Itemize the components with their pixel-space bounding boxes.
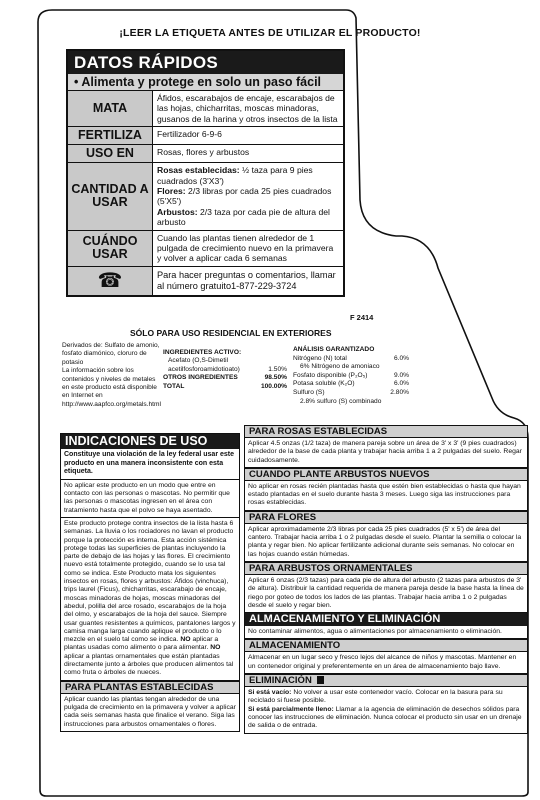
derived-text: Derivados de: Sulfato de amonio, fosfato diamónico, cloruro de potasio [62, 342, 160, 366]
amount-roses [157, 165, 339, 186]
total-pct: 100.00% [260, 382, 287, 390]
fact-value: Cuando las plantas tienen alrededor de 1 pulgada de crecimiento nuevo en la primavera y volver a aplicar cada 6 semanas [157, 232, 334, 264]
nitrogen-pct: 6.0% [393, 354, 409, 362]
flowers-title: PARA FLORES [245, 511, 527, 524]
fact-row-use-on [68, 145, 343, 163]
sulfur-combined: 2.8% sulfuro (S) combinado [300, 397, 382, 405]
sulfur-pct: 2.80% [390, 388, 409, 396]
disposal-partial-label: Si está parcialmente lleno: [248, 705, 334, 713]
directions-title: INDICACIONES DE USO [61, 434, 239, 449]
sulfur-label: Sulfuro (S) [293, 388, 325, 396]
storage-text: Almacenar en un lugar seco y fresco lejos del alcance de niños y mascotas. Mantener en un contenedor original y preferentemente en un área de almacenamiento bajo llave. [248, 654, 517, 670]
trash-icon [317, 676, 324, 684]
fact-key: CUÁNDO USAR [68, 231, 153, 266]
disposal-section [244, 674, 528, 733]
fact-row-phone [68, 267, 343, 295]
disposal-partial-text: Llamar a la agencia de eliminación de desechos sólidos para conocer las instrucciones de eliminación. Nunca colocar el producto sin usar en un drenaje de salida o de entrada. [248, 705, 522, 730]
disposal-empty-text: No volver a usar este contenedor vacío. Colocar en la basura para su reciclado si fuese posible. [248, 689, 503, 705]
fact-value: Fertilizador 6-9-6 [157, 129, 222, 140]
amount-flowers [157, 186, 339, 207]
contact-warning: No aplicar este producto en un modo que entre en contacto con las personas o mascotas. No permitir que las personas o mascotas ingresen en el área con tratamiento hasta que el polvo se haya asentado. [61, 480, 239, 518]
product-code: F 2414 [350, 313, 374, 322]
flowers-text: Aplicar aproximadamente 2/3 libras por cada 25 pies cuadrados (5' x 5') de área del cantero. Trabajar hacia arriba 1 o 2 pulgadas desde el suelo. Plantar la semilla o colocar la planta y regar bien. No aplicar fertilizante adicional durante seis semanas. No colocar en las hojas cuando están húmedas. [248, 525, 522, 558]
potash-label: Potasa soluble (K₂O) [293, 380, 355, 388]
fact-key: FERTILIZA [68, 127, 153, 144]
telephone-icon: ☎ [68, 267, 153, 295]
other-ingredients-label: OTROS INGREDIENTES [163, 374, 238, 382]
amount-flowers-text: 2/3 libras por cada 25 pies cuadrados (5'X5') [157, 186, 332, 207]
amount-roses-label: Rosas establecidas: [157, 165, 240, 176]
disposal-title: ELIMINACIÓN [249, 675, 312, 687]
derived-from [62, 342, 160, 409]
fact-key: CANTIDAD A USAR [68, 163, 153, 229]
no-emphasis: NO [210, 644, 221, 652]
residential-use-heading: SÓLO PARA USO RESIDENCIAL EN EXTERIORES [130, 328, 332, 338]
fact-value [153, 163, 343, 229]
fact-row-fertilizes [68, 127, 343, 145]
protection-text: Este producto protege contra insectos de la lista hasta 6 semanas. La lluvia o los rociadores no lavan el producto porque la protección es interna. Esta acción sistémica protege todas las superficies de plantas incluyendo la parte de debajo de las hojas y las flores. El crecimiento nuevo está totalmente protegido, cuando se lo usa tal como se indica. Este Producto mata los siguientes insectos en rosas, flores y arbustos: Áfidos (vinchuca), trips laurel (Ficus), chicharritas, escarabajo de encaje, moscas minadoras de hojas, moscas minadoras del abedul, polilla del arce rosado, escarabajos de la hoja del olmo, y escarabajos de la hoja del sauce. Siempre usar guantes resistentes a químicos, pantalones largos y camisa manga larga cuando aplique el producto o lo mezcle en el suelo tal como se indica. [64, 519, 236, 644]
amount-shrubs-text: 2/3 taza por cada pie de altura del arbusto [157, 206, 330, 228]
no-emphasis: NO [180, 636, 191, 644]
storage-section [244, 639, 528, 674]
fact-key: MATA [68, 91, 153, 126]
application-instructions [244, 425, 528, 734]
fruit-trees-warning: aplicar a plantas ornamentales que están plantadas directamente junto a árboles que producen alimentos tal como fruta o árboles de nueces. [64, 652, 234, 677]
roses-title: PARA ROSAS ESTABLECIDAS [245, 426, 527, 438]
food-plants-warning: aplicar a plantas usadas como alimento o para alimentar. [64, 636, 219, 652]
amount-roses-text: ½ taza para 9 pies cuadrados (3'X3') [157, 165, 313, 186]
disposal-header [245, 674, 527, 687]
phosphate-pct: 9.0% [393, 371, 409, 379]
established-plants-text: Aplicar cuando las plantas tengan alrededor de una pulgada de crecimiento en la primavera y volver a aplicar cada seis semanas hasta que finalice el verano. Siga las instrucciones para arbustos ornamentales o flores. [64, 695, 236, 728]
potash-pct: 6.0% [393, 380, 409, 388]
fact-value: Rosas, flores y arbustos [157, 147, 250, 158]
protection-info [61, 518, 239, 681]
ingredient-name: Acefato (O,S-Dimetil [168, 357, 229, 365]
ingredient-chemical: acetilfosforoamidotioato) [168, 365, 240, 373]
ingredients-title: INGREDIENTES ACTIVO: [163, 349, 242, 356]
nitrogen-label: Nitrógeno (N) total [293, 354, 347, 362]
quick-facts-box [66, 49, 345, 297]
total-label: TOTAL [163, 382, 185, 390]
storage-disposal-section [244, 613, 528, 639]
fact-value: Áfidos, escarabajos de encaje, escarabajos de las hojas, chicharritas, moscas minadoras, gusanos de la harina y otros insectos de la lista [157, 93, 338, 124]
metals-info: La información sobre los contenidos y niveles de metales en este producto está disponible en Internet en http://www.aapfco.org/metals.html [62, 367, 161, 408]
fact-key: USO EN [68, 145, 153, 162]
flowers-section [244, 511, 528, 562]
roses-section [244, 425, 528, 468]
disposal-empty [248, 689, 524, 706]
ornamental-shrubs-text: Aplicar 6 onzas (2/3 tazas) para cada pie de altura del arbusto (2 tazas para arbustos de 3' de altura). Distribuir la cantidad requerida de manera pareja desde la base hasta la línea de riego por goteo de todos los lados de las plantas. Trabajar hacia arriba 1 o 2 pulgadas desde el suelo y regar bien. [248, 576, 524, 609]
fact-row-kills [68, 91, 343, 127]
ornamental-shrubs-title: PARA ARBUSTOS ORNAMENTALES [245, 562, 527, 575]
established-plants-title: PARA PLANTAS ESTABLECIDAS [61, 681, 239, 694]
analysis-title: ANÁLISIS GARANTIZADO [293, 346, 375, 353]
top-warning: ¡LEER LA ETIQUETA ANTES DE UTILIZAR EL PRODUCTO! [119, 27, 421, 39]
ingredient-pct: 1.50% [268, 365, 287, 373]
roses-text: Aplicar 4.5 onzas (1/2 taza) de manera pareja sobre un área de 3' x 3' (9 pies cuadrados) alrededor de la base de cada planta y trabajar hacia arriba 1 a 2 pulgadas del suelo. Regar cuidadosamente. [248, 440, 522, 464]
fact-row-when [68, 231, 343, 267]
fact-row-amount [68, 163, 343, 230]
ornamental-shrubs-section [244, 562, 528, 613]
fact-value: Para hacer preguntas o comentarios, llamar al número gratuito1-877-229-3724 [157, 269, 336, 291]
disposal-empty-label: Si está vacío: [248, 689, 292, 697]
amount-shrubs-label: Arbustos: [157, 206, 198, 217]
storage-disposal-text: No contaminar alimentos, agua o alimentaciones por almacenamiento o eliminación. [248, 628, 502, 636]
federal-law-warning: Constituye una violación de la ley federal usar este producto en una manera inconsistente con esta etiqueta. [61, 449, 239, 480]
quick-facts-subtitle: • Alimenta y protege en solo un paso fácil [68, 74, 343, 91]
storage-title: ALMACENAMIENTO [245, 639, 527, 652]
active-ingredients [163, 349, 287, 391]
phosphate-label: Fosfato disponible (P₂O₅) [293, 371, 368, 379]
disposal-text [245, 687, 527, 732]
quick-facts-title: DATOS RÁPIDOS [68, 51, 343, 74]
new-shrubs-title: CUANDO PLANTE ARBUSTOS NUEVOS [245, 468, 527, 481]
new-shrubs-text: No aplicar en rosas recién plantadas hasta que estén bien establecidas o hasta que hayan estado plantadas en el suelo durante hasta 3 meses. Luego siga las instrucciones para rosas establecidas. [248, 482, 521, 507]
amount-shrubs [157, 207, 339, 228]
ammonia-nitrogen: 6% Nitrógeno de amoniaco [300, 363, 380, 371]
disposal-partial [248, 706, 524, 731]
storage-disposal-title: ALMACENAMIENTO Y ELIMINACIÓN [245, 613, 527, 626]
amount-flowers-label: Flores: [157, 186, 186, 197]
new-shrubs-section [244, 468, 528, 511]
directions-for-use [60, 433, 240, 732]
other-ingredients-pct: 98.50% [264, 374, 287, 382]
guaranteed-analysis [293, 346, 409, 406]
